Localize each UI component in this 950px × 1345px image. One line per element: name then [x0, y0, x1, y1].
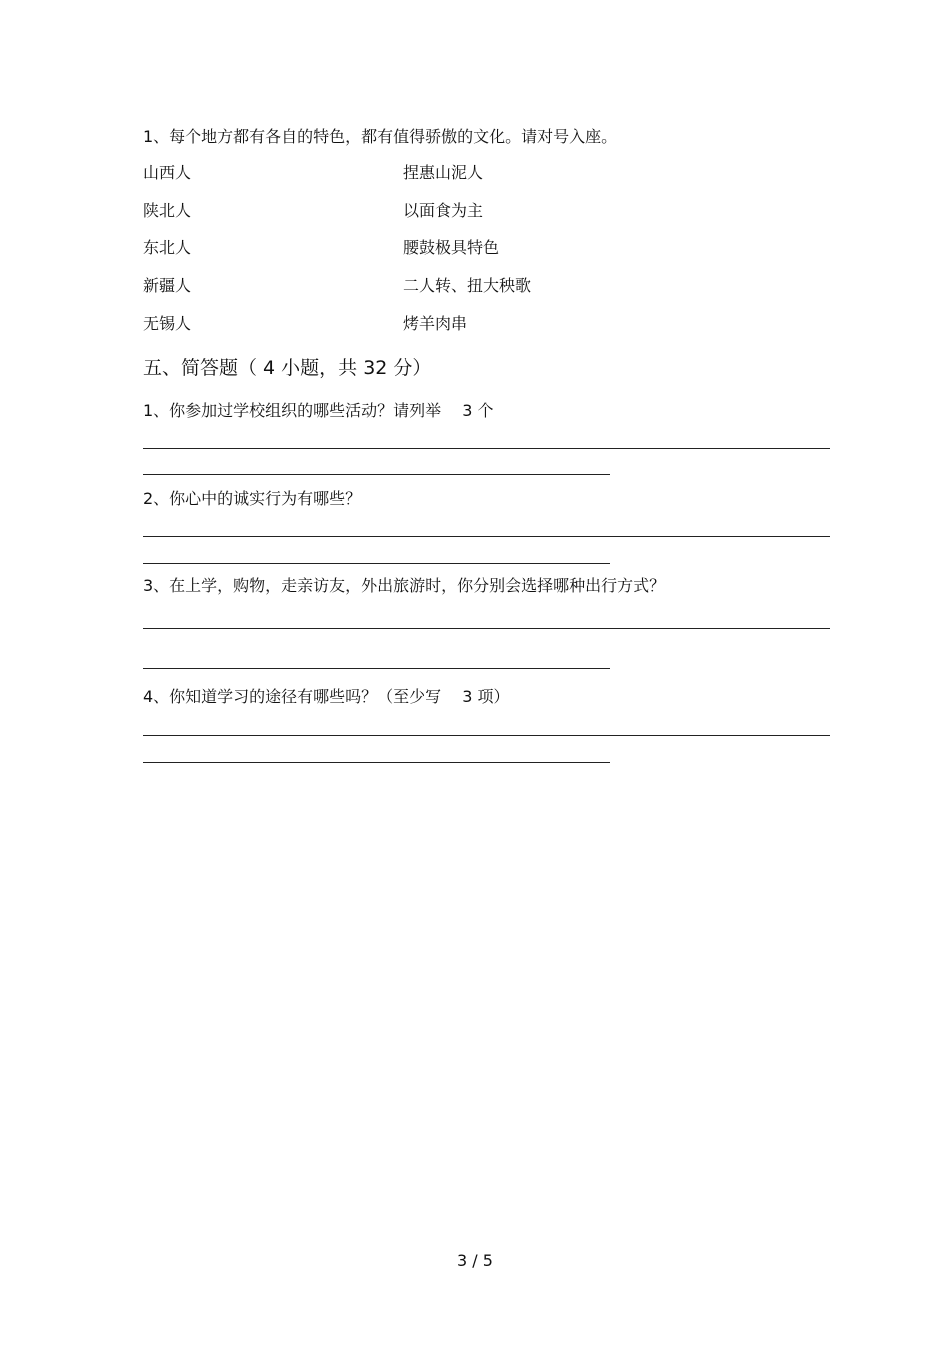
matching-left-item: 山西人	[143, 163, 192, 182]
matching-left-item: 无锡人	[143, 314, 192, 333]
matching-right-item: 烤羊肉串	[403, 314, 468, 333]
page-number: 3 / 5	[457, 1251, 493, 1270]
answer-line[interactable]	[143, 536, 830, 537]
answer-line[interactable]	[143, 448, 830, 449]
question-1: 1、你参加过学校组织的哪些活动？请列举 3 个	[143, 401, 494, 420]
matching-left-item: 陕北人	[143, 201, 192, 220]
question-2: 2、你心中的诚实行为有哪些？	[143, 489, 362, 508]
answer-line[interactable]	[143, 563, 610, 564]
matching-right-item: 捏惠山泥人	[403, 163, 484, 182]
answer-line[interactable]	[143, 762, 610, 763]
answer-line[interactable]	[143, 628, 830, 629]
matching-left-item: 新疆人	[143, 276, 192, 295]
question-3: 3、在上学，购物，走亲访友，外出旅游时，你分别会选择哪种出行方式？	[143, 576, 666, 595]
matching-right-item: 二人转、扭大秧歌	[403, 276, 532, 295]
matching-instruction: 1、每个地方都有各自的特色，都有值得骄傲的文化。请对号入座。	[143, 127, 618, 146]
question-4: 4、你知道学习的途径有哪些吗？（至少写 3 项）	[143, 687, 510, 706]
matching-left-item: 东北人	[143, 238, 192, 257]
answer-line[interactable]	[143, 735, 830, 736]
answer-line[interactable]	[143, 668, 610, 669]
answer-line[interactable]	[143, 474, 610, 475]
section-heading: 五、简答题（ 4 小题，共 32 分）	[143, 357, 432, 379]
matching-right-item: 以面食为主	[403, 201, 484, 220]
matching-right-item: 腰鼓极具特色	[403, 238, 500, 257]
